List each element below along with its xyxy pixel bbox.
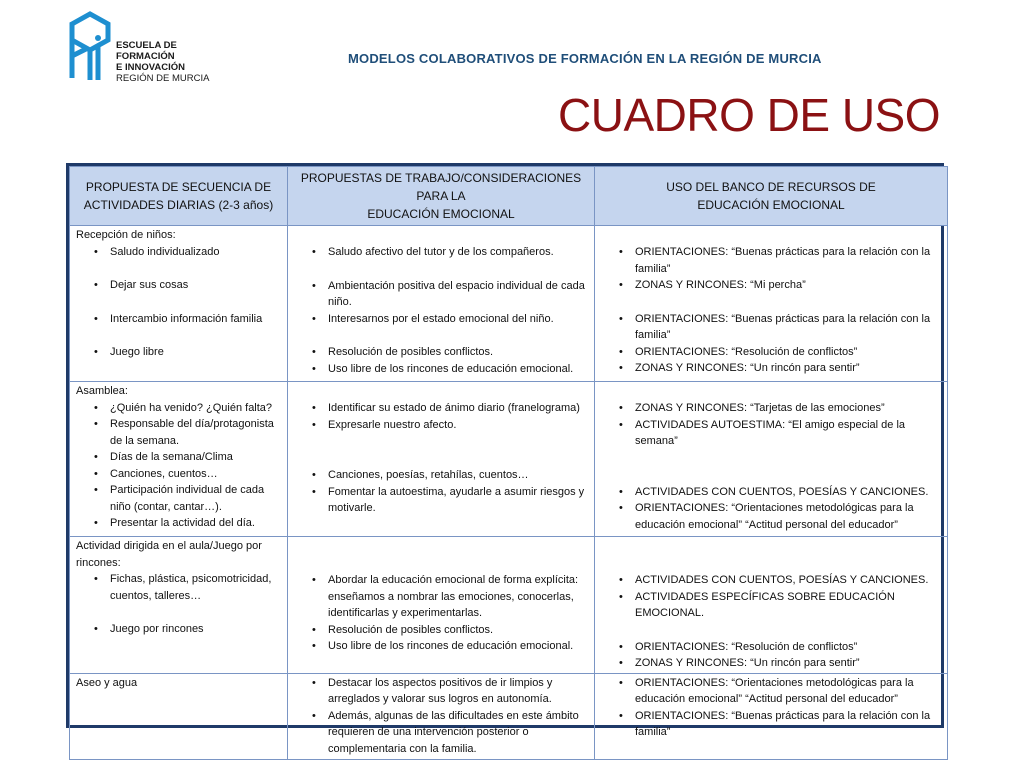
table-cell	[288, 537, 595, 674]
list-item: • ORIENTACIONES: “Buenas prácticas para la relación con la familia”	[601, 244, 942, 277]
header-proposals	[288, 167, 595, 226]
list-item: • ZONAS Y RINCONES: “Un rincón para sentir”	[601, 655, 942, 672]
list-item: • Uso libre de los rincones de educación emocional.	[294, 361, 589, 378]
list-item: • Expresarle nuestro afecto.	[294, 417, 589, 434]
list-item: • ZONAS Y RINCONES: “Tarjetas de las emociones”	[601, 400, 942, 417]
header-text: USO DEL BANCO DE RECURSOS DE	[666, 180, 876, 194]
list-item: • ACTIVIDADES CON CUENTOS, POESÍAS Y CANCIONES.	[601, 484, 942, 501]
table-cell	[595, 673, 948, 759]
list-item: • Interesarnos por el estado emocional del niño.	[294, 311, 589, 328]
logo-line-3: REGIÓN DE MURCIA	[116, 73, 210, 84]
usage-table-frame	[66, 163, 944, 755]
table-cell	[288, 673, 595, 759]
table-cell	[595, 382, 948, 537]
list-item: • ¿Quién ha venido? ¿Quién falta?	[76, 400, 282, 417]
table-cell	[70, 673, 288, 759]
list-item: • ORIENTACIONES: “Resolución de conflictos”	[601, 344, 942, 361]
header-text: EDUCACIÓN EMOCIONAL	[697, 198, 845, 212]
list-item: • Intercambio información familia	[76, 311, 282, 328]
list-item: • Presentar la actividad del día.	[76, 515, 282, 532]
list-item: • ORIENTACIONES: “Resolución de conflictos”	[601, 639, 942, 656]
list-item: • Identificar su estado de ánimo diario (franelograma)	[294, 400, 589, 417]
table-row	[70, 226, 948, 382]
header-text: ACTIVIDADES DIARIAS (2-3 años)	[83, 198, 274, 212]
list-item: • Resolución de posibles conflictos.	[294, 344, 589, 361]
logo-text	[116, 40, 238, 84]
header-text: PROPUESTA DE SECUENCIA DE	[85, 180, 272, 194]
row-label: Recepción de niños:	[76, 229, 176, 241]
row-label: Aseo y agua	[76, 676, 138, 689]
row-label: Actividad dirigida en el aula/Juego por rincones:	[76, 540, 262, 569]
list-item: • ACTIVIDADES ESPECÍFICAS SOBRE EDUCACIÓN EMOCIONAL.	[601, 589, 942, 622]
list-item: • Saludo afectivo del tutor y de los compañeros.	[294, 244, 589, 261]
table-row	[70, 537, 948, 674]
table-row	[70, 382, 948, 537]
list-item: • Fichas, plástica, psicomotricidad, cuentos, talleres…	[76, 571, 282, 604]
list-item: • Canciones, poesías, retahílas, cuentos…	[294, 467, 589, 484]
table-cell	[595, 226, 948, 382]
header-resources	[595, 167, 948, 226]
list-item: • Juego por rincones	[76, 621, 282, 638]
table-row	[70, 673, 948, 759]
list-item: • Además, algunas de las dificultades en este ámbito requieren de una intervención posterior o complementaria con la familia.	[294, 708, 589, 758]
list-item: • Abordar la educación emocional de forma explícita: enseñamos a nombrar las emociones, conocerlas, identificarlas y experimentarlas.	[294, 572, 589, 622]
table-cell	[288, 226, 595, 382]
table-cell	[288, 382, 595, 537]
list-item: • ZONAS Y RINCONES: “Mi percha”	[601, 277, 942, 294]
efi-logo-icon	[68, 10, 112, 82]
list-item: • ORIENTACIONES: “Orientaciones metodológicas para la educación emocional” “Actitud personal del educador”	[601, 500, 942, 533]
header-text: EDUCACIÓN EMOCIONAL	[367, 207, 515, 221]
table-cell	[595, 537, 948, 674]
header-title: MODELOS COLABORATIVOS DE FORMACIÓN EN LA REGIÓN DE MURCIA	[348, 51, 822, 66]
list-item: • Resolución de posibles conflictos.	[294, 622, 589, 639]
list-item: • Participación individual de cada niño (contar, cantar…).	[76, 482, 282, 515]
list-item: • ORIENTACIONES: “Buenas prácticas para la relación con la familia”	[601, 311, 942, 344]
usage-table	[69, 166, 948, 760]
header-sequence	[70, 167, 288, 226]
page-title: CUADRO DE USO	[558, 89, 940, 141]
school-logo	[68, 10, 238, 82]
header-text: PROPUESTAS DE TRABAJO/CONSIDERACIONES PARA LA	[300, 171, 582, 203]
table-cell	[70, 382, 288, 537]
list-item: • Uso libre de los rincones de educación emocional.	[294, 638, 589, 655]
list-item: • Juego libre	[76, 344, 282, 361]
logo-line-2: E INNOVACIÓN	[116, 62, 185, 73]
list-item: • Responsable del día/protagonista de la semana.	[76, 416, 282, 449]
list-item: • ORIENTACIONES: “Buenas prácticas para la relación con la familia”	[601, 708, 942, 741]
logo-line-1: ESCUELA DE FORMACIÓN	[116, 40, 177, 62]
list-item: • Dejar sus cosas	[76, 277, 282, 294]
list-item: • Destacar los aspectos positivos de ir limpios y arreglados y valorar sus logros en autonomía.	[294, 675, 589, 708]
list-item: • ZONAS Y RINCONES: “Un rincón para sentir”	[601, 360, 942, 377]
table-header-row	[70, 167, 948, 226]
list-item: • Saludo individualizado	[76, 244, 282, 261]
table-cell	[70, 537, 288, 674]
list-item: • Fomentar la autoestima, ayudarle a asumir riesgos y motivarle.	[294, 484, 589, 517]
list-item: • Canciones, cuentos…	[76, 466, 282, 483]
list-item: • Días de la semana/Clima	[76, 449, 282, 466]
list-item: • ACTIVIDADES CON CUENTOS, POESÍAS Y CANCIONES.	[601, 572, 942, 589]
list-item: • ORIENTACIONES: “Orientaciones metodológicas para la educación emocional” “Actitud personal del educador”	[601, 675, 942, 708]
list-item: • ACTIVIDADES AUTOESTIMA: “El amigo especial de la semana”	[601, 417, 942, 450]
list-item: • Ambientación positiva del espacio individual de cada niño.	[294, 278, 589, 311]
table-cell	[70, 226, 288, 382]
row-label: Asamblea:	[76, 385, 128, 397]
